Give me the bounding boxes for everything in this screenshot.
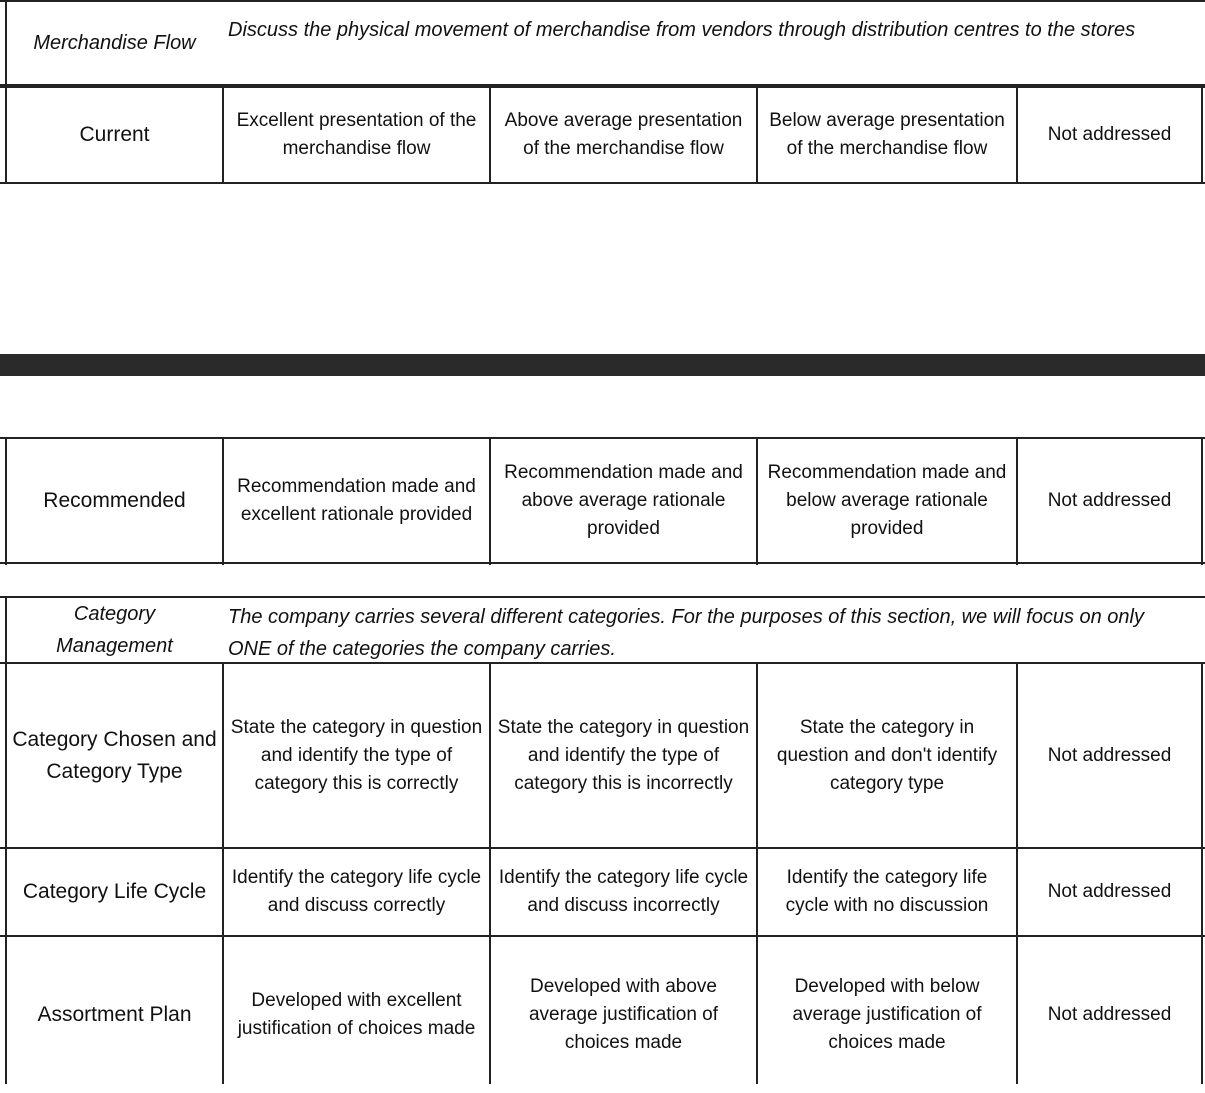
category-management-block: [0, 596, 1205, 1084]
recommended-above: Recommendation made and above average rationale provided: [504, 461, 743, 539]
current-label: Current: [79, 123, 150, 146]
category-management-description: The company carries several different categories. For the purposes of this section, we will focus on only ONE of the categories the company carries.: [228, 606, 1144, 660]
category-chosen-label: Category Chosen and Category Type: [12, 727, 217, 783]
current-below: Below average presentation of the merchandise flow: [769, 110, 1005, 159]
category-life-cycle-above: Identify the category life cycle and discuss incorrectly: [498, 867, 749, 916]
assortment-plan-above: Developed with above average justification of choices made: [528, 976, 719, 1053]
merchandise-flow-heading: Merchandise Flow: [33, 32, 196, 54]
category-chosen-below: State the category in question and don't identify category type: [776, 716, 998, 794]
assortment-plan-not-addressed: Not addressed: [1047, 1004, 1172, 1025]
category-chosen-above: State the category in question and identify the type of category this is incorrectly: [497, 716, 750, 794]
category-management-heading: Category Management: [56, 603, 173, 657]
category-life-cycle-excellent: Identify the category life cycle and discuss correctly: [231, 867, 482, 916]
assortment-plan-label: Assortment Plan: [37, 1003, 192, 1026]
category-life-cycle-label: Category Life Cycle: [22, 880, 207, 903]
recommended-below: Recommendation made and below average rationale provided: [767, 461, 1007, 539]
category-chosen-not-addressed: Not addressed: [1047, 744, 1172, 766]
recommended-not-addressed: Not addressed: [1047, 489, 1172, 511]
page-divider: [0, 354, 1205, 376]
recommended-excellent: Recommendation made and excellent rationale provided: [237, 475, 476, 525]
category-chosen-excellent: State the category in question and identify the type of category this is correctly: [230, 716, 483, 794]
merchandise-flow-block: [0, 0, 1205, 184]
category-life-cycle-below: Identify the category life cycle with no discussion: [785, 867, 989, 916]
current-excellent: Excellent presentation of the merchandise flow: [236, 110, 477, 159]
merchandise-flow-description: Discuss the physical movement of merchandise from vendors through distribution centres to the stores: [228, 19, 1136, 41]
current-not-addressed: Not addressed: [1047, 124, 1172, 145]
recommended-block: [0, 437, 1205, 565]
recommended-label: Recommended: [43, 488, 186, 512]
category-life-cycle-not-addressed: Not addressed: [1047, 881, 1172, 902]
current-above: Above average presentation of the merchandise flow: [504, 110, 743, 159]
assortment-plan-excellent: Developed with excellent justification of choices made: [237, 990, 476, 1039]
assortment-plan-below: Developed with below average justification of choices made: [792, 976, 982, 1053]
